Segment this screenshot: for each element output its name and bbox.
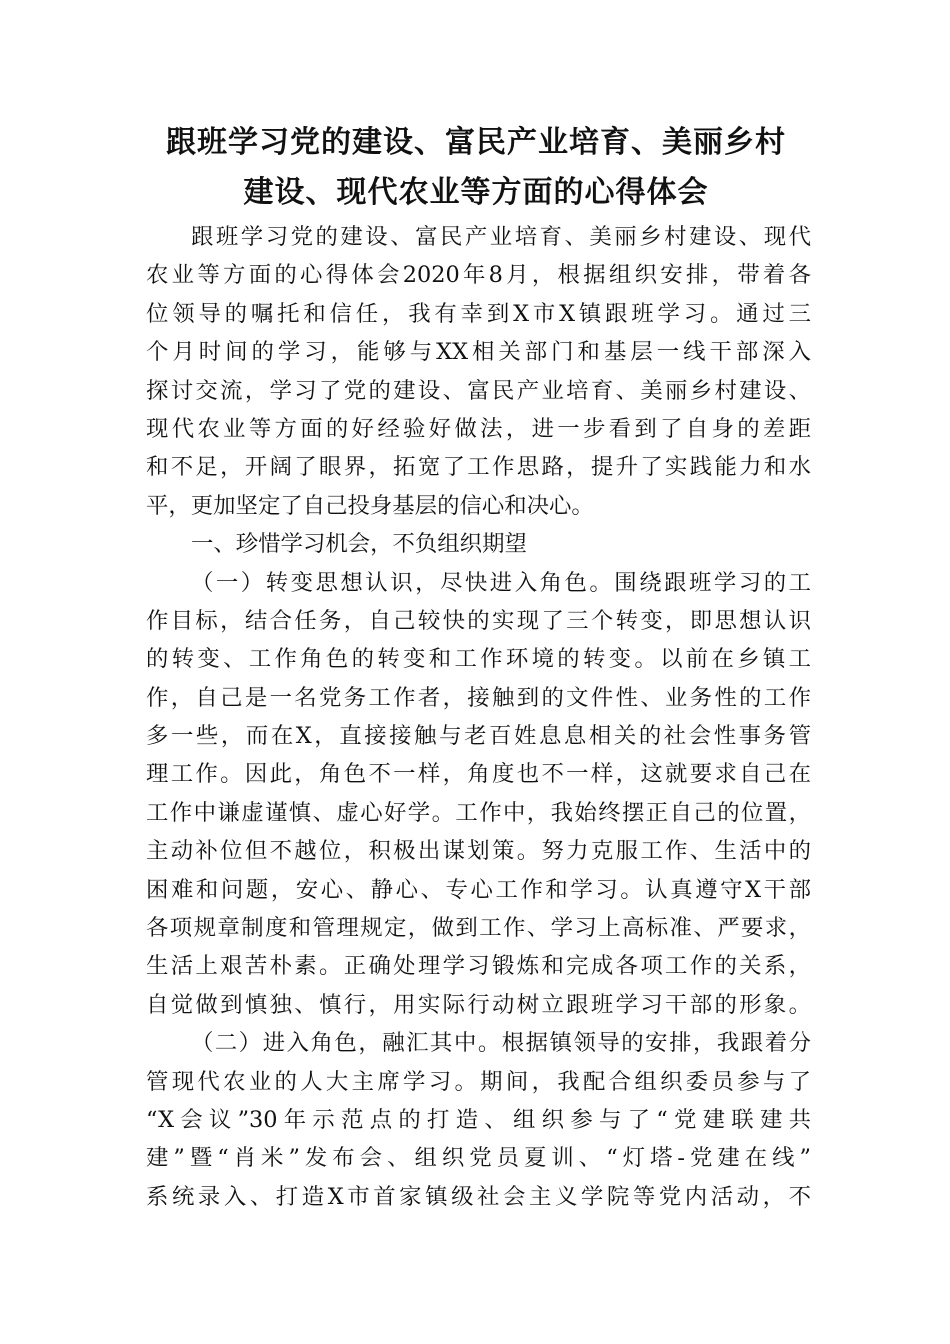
body-line: 管现代农业的人大主席学习。期间，我配合组织委员参与了 [146,1068,811,1095]
section-heading: 一、珍惜学习机会，不负组织期望 [191,531,527,558]
body-line: 自觉做到慎独、慎行，用实际行动树立跟班学习干部的形象。 [146,991,811,1018]
body-line: 探讨交流，学习了党的建设、富民产业培育、美丽乡村建设、 [146,377,811,404]
body-line: 困难和问题，安心、静心、专心工作和学习。认真遵守X干部 [146,876,811,903]
body-line: 作，自己是一名党务工作者，接触到的文件性、业务性的工作 [146,684,811,711]
body-line: 系统录入、打造X市首家镇级社会主义学院等党内活动，不 [146,1183,811,1210]
body-line: 现代农业等方面的好经验好做法，进一步看到了自身的差距 [146,415,811,442]
body-line: 工作中谦虚谨慎、虚心好学。工作中，我始终摆正自己的位置， [146,799,811,826]
body-line: 建”暨“肖米”发布会、组织党员夏训、“灯塔-党建在线” [146,1145,811,1172]
body-line: 生活上艰苦朴素。正确处理学习锻炼和完成各项工作的关系， [146,953,811,980]
title-line-1: 跟班学习党的建设、富民产业培育、美丽乡村 [166,125,786,160]
title-line-2: 建设、现代农业等方面的心得体会 [243,175,709,210]
document-body [146,218,811,1216]
document-title [138,118,814,218]
body-line: 位领导的嘱托和信任，我有幸到X市X镇跟班学习。通过三 [146,300,811,327]
body-line: 的转变、工作角色的转变和工作环境的转变。以前在乡镇工 [146,646,811,673]
body-line: 跟班学习党的建设、富民产业培育、美丽乡村建设、现代 [191,224,811,250]
body-line: 多一些，而在X，直接接触与老百姓息息相关的社会性事务管 [146,723,811,750]
body-line: （一）转变思想认识，尽快进入角色。围绕跟班学习的工 [191,569,811,596]
body-line: 各项规章制度和管理规定，做到工作、学习上高标准、严要求， [146,915,811,942]
body-line: 理工作。因此，角色不一样，角度也不一样，这就要求自己在 [146,761,811,788]
body-line: 和不足，开阔了眼界，拓宽了工作思路，提升了实践能力和水 [146,454,811,481]
body-line: 农业等方面的心得体会2020年8月，根据组织安排，带着各 [146,262,811,289]
body-line: 作目标，结合任务，自己较快的实现了三个转变，即思想认识 [146,607,811,634]
body-line: 个月时间的学习，能够与XX相关部门和基层一线干部深入 [146,339,811,366]
body-line: （二）进入角色，融汇其中。根据镇领导的安排，我跟着分 [191,1030,811,1057]
body-line: 平，更加坚定了自己投身基层的信心和决心。 [146,492,594,519]
body-line: 主动补位但不越位，积极出谋划策。努力克服工作、生活中的 [146,838,811,865]
body-line: “X会议”30年示范点的打造、组织参与了“党建联建共 [146,1106,811,1133]
